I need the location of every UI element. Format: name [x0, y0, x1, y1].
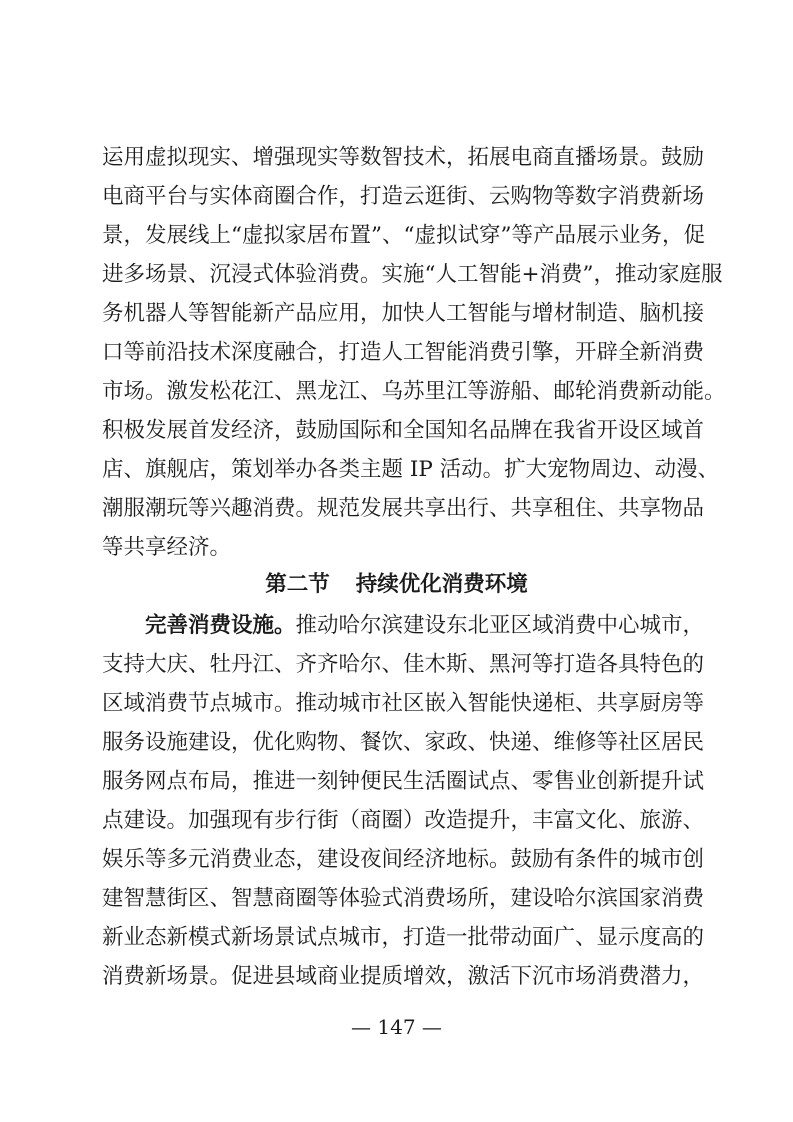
- section-title: 持续优化消费环境: [355, 572, 528, 597]
- text-line: 运用虚拟现实、增强现实等数智技术，拓展电商直播场景。鼓励: [102, 145, 705, 170]
- text-line: 进多场景、沉浸式体验消费。实施“人工智能+消费”，推动家庭服: [102, 262, 723, 287]
- text-line: 口等前沿技术深度融合，打造人工智能消费引擎，开辟全新消费: [102, 340, 705, 365]
- text-line: 服务设施建设，优化购物、餐饮、家政、快递、维修等社区居民: [102, 730, 705, 755]
- section-heading: [0, 565, 793, 605]
- section-number: 第二节: [265, 572, 330, 597]
- paragraph-lead: 完善消费设施。: [145, 613, 296, 638]
- text-line: 市场。激发松花江、黑龙江、乌苏里江等游船、邮轮消费新动能。: [102, 379, 726, 404]
- text-line: 区域消费节点城市。推动城市社区嵌入智能快递柜、共享厨房等: [102, 691, 705, 716]
- text-line: 娱乐等多元消费业态，建设夜间经济地标。鼓励有条件的城市创: [102, 847, 705, 872]
- text-line: 景，发展线上“虚拟家居布置”、“虚拟试穿”等产品展示业务，促: [102, 223, 705, 248]
- page-number: — 147 —: [351, 1015, 442, 1039]
- text-line: 等共享经济。: [102, 535, 232, 560]
- text-line: 服务网点布局，推进一刻钟便民生活圈试点、零售业创新提升试: [102, 769, 705, 794]
- text-line: 务机器人等智能新产品应用，加快人工智能与增材制造、脑机接: [102, 301, 705, 326]
- paragraph-lead-rest: 推动哈尔滨建设东北亚区域消费中心城市，: [295, 613, 705, 638]
- text-line: 积极发展首发经济，鼓励国际和全国知名品牌在我省开设区域首: [102, 418, 705, 443]
- text-line: 建智慧街区、智慧商圈等体验式消费场所，建设哈尔滨国家消费: [102, 886, 705, 911]
- text-line: 支持大庆、牡丹江、齐齐哈尔、佳木斯、黑河等打造各具特色的: [102, 652, 705, 677]
- text-line: 潮服潮玩等兴趣消费。规范发展共享出行、共享租住、共享物品: [102, 496, 705, 521]
- text-line: 新业态新模式新场景试点城市，打造一批带动面广、显示度高的: [102, 925, 705, 950]
- text-line: 点建设。加强现有步行街（商圈）改造提升，丰富文化、旅游、: [102, 808, 705, 833]
- text-line: 电商平台与实体商圈合作，打造云逛街、云购物等数字消费新场: [102, 184, 705, 209]
- text-line: [145, 606, 705, 646]
- text-line: 消费新场景。促进县域商业提质增效，激活下沉市场消费潜力，: [102, 964, 705, 989]
- text-line: 店、旗舰店，策划举办各类主题 IP 活动。扩大宠物周边、动漫、: [102, 457, 720, 482]
